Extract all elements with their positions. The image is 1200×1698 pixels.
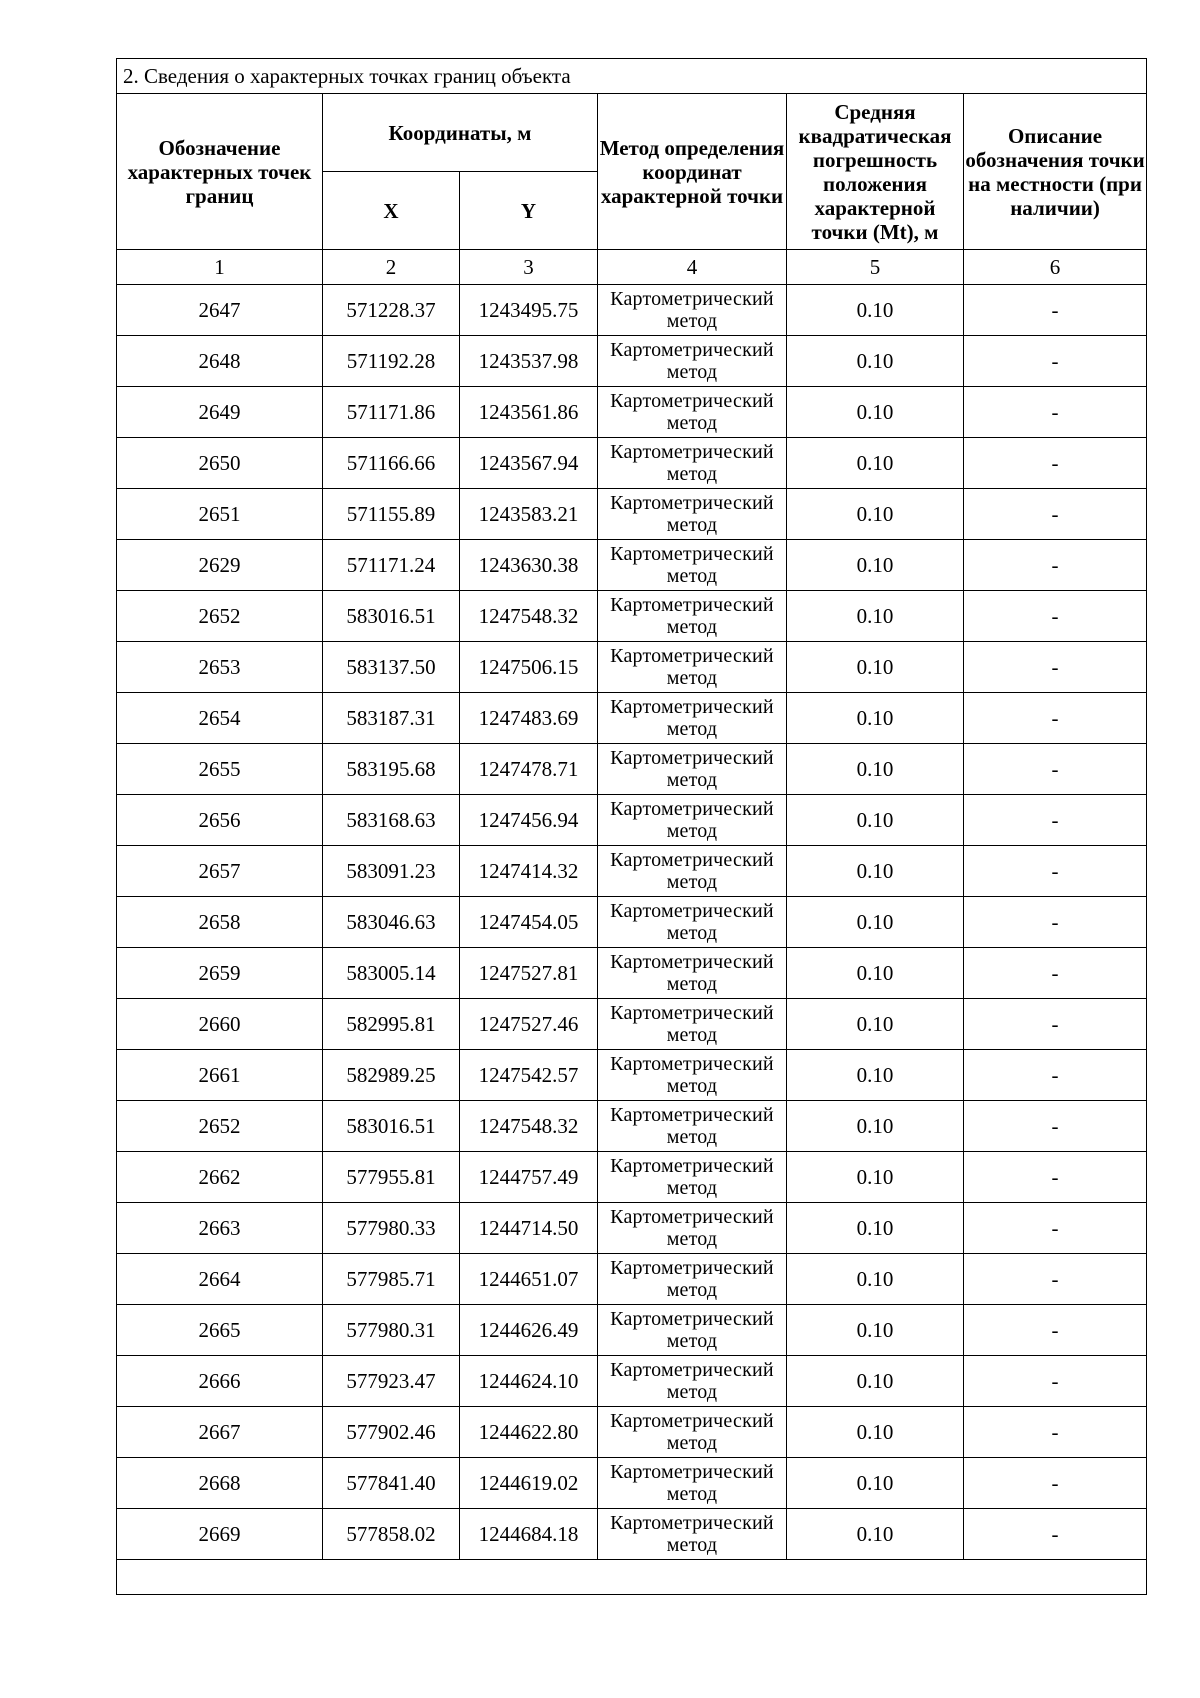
method-line-1: Картометрический	[610, 798, 774, 820]
y-cell: 1244626.49	[460, 1305, 598, 1356]
description-cell: -	[964, 1509, 1147, 1560]
description-cell: -	[964, 744, 1147, 795]
x-cell: 571166.66	[323, 438, 460, 489]
y-cell: 1247478.71	[460, 744, 598, 795]
mt-cell: 0.10	[787, 999, 964, 1050]
description-cell: -	[964, 846, 1147, 897]
method-cell	[598, 1152, 787, 1203]
x-cell: 583137.50	[323, 642, 460, 693]
description-cell: -	[964, 642, 1147, 693]
point-cell: 2653	[117, 642, 323, 693]
table-body	[117, 285, 1147, 1560]
x-cell: 583168.63	[323, 795, 460, 846]
method-cell	[598, 897, 787, 948]
table-row	[117, 1356, 1147, 1407]
mt-cell: 0.10	[787, 1305, 964, 1356]
column-number: 4	[598, 250, 787, 285]
point-cell: 2656	[117, 795, 323, 846]
method-cell	[598, 744, 787, 795]
mt-cell: 0.10	[787, 336, 964, 387]
description-cell: -	[964, 438, 1147, 489]
description-cell: -	[964, 1152, 1147, 1203]
mt-cell: 0.10	[787, 1050, 964, 1101]
y-cell: 1247548.32	[460, 591, 598, 642]
y-cell: 1244684.18	[460, 1509, 598, 1560]
point-cell: 2663	[117, 1203, 323, 1254]
y-cell: 1247542.57	[460, 1050, 598, 1101]
method-line-1: Картометрический	[610, 594, 774, 616]
description-cell: -	[964, 999, 1147, 1050]
y-cell: 1247456.94	[460, 795, 598, 846]
method-line-2: метод	[666, 1483, 718, 1505]
y-cell: 1244619.02	[460, 1458, 598, 1509]
empty-footer-cell	[117, 1560, 1147, 1595]
method-cell	[598, 591, 787, 642]
method-line-1: Картометрический	[610, 900, 774, 922]
x-cell: 583016.51	[323, 1101, 460, 1152]
x-cell: 583016.51	[323, 591, 460, 642]
y-cell: 1243567.94	[460, 438, 598, 489]
mt-cell: 0.10	[787, 285, 964, 336]
method-line-1: Картометрический	[610, 1359, 774, 1381]
method-line-2: метод	[666, 1534, 718, 1556]
method-cell	[598, 1509, 787, 1560]
method-line-2: метод	[666, 667, 718, 689]
method-line-2: метод	[666, 820, 718, 842]
description-cell: -	[964, 1254, 1147, 1305]
y-cell: 1243495.75	[460, 285, 598, 336]
method-line-2: метод	[666, 1228, 718, 1250]
y-cell: 1247454.05	[460, 897, 598, 948]
x-cell: 577841.40	[323, 1458, 460, 1509]
method-line-1: Картометрический	[610, 1104, 774, 1126]
mt-cell: 0.10	[787, 1101, 964, 1152]
method-cell	[598, 1407, 787, 1458]
point-cell: 2652	[117, 1101, 323, 1152]
mt-cell: 0.10	[787, 1152, 964, 1203]
y-cell: 1247414.32	[460, 846, 598, 897]
header-y: Y	[460, 172, 598, 250]
point-cell: 2667	[117, 1407, 323, 1458]
method-cell	[598, 1305, 787, 1356]
mt-cell: 0.10	[787, 540, 964, 591]
x-cell: 583091.23	[323, 846, 460, 897]
y-cell: 1243561.86	[460, 387, 598, 438]
description-cell: -	[964, 387, 1147, 438]
method-line-1: Картометрический	[610, 1410, 774, 1432]
y-cell: 1244624.10	[460, 1356, 598, 1407]
description-cell: -	[964, 693, 1147, 744]
method-line-2: метод	[666, 412, 718, 434]
header-description: Описание обозначения точки на местности (при наличии)	[964, 94, 1147, 250]
mt-cell: 0.10	[787, 1407, 964, 1458]
y-cell: 1247548.32	[460, 1101, 598, 1152]
x-cell: 577980.33	[323, 1203, 460, 1254]
method-cell	[598, 438, 787, 489]
point-cell: 2657	[117, 846, 323, 897]
x-cell: 582989.25	[323, 1050, 460, 1101]
description-cell: -	[964, 591, 1147, 642]
x-cell: 583187.31	[323, 693, 460, 744]
method-cell	[598, 1458, 787, 1509]
table-row	[117, 1101, 1147, 1152]
method-line-2: метод	[666, 1075, 718, 1097]
table-row	[117, 1305, 1147, 1356]
method-line-1: Картометрический	[610, 390, 774, 412]
table-row	[117, 489, 1147, 540]
x-cell: 571171.86	[323, 387, 460, 438]
column-number: 6	[964, 250, 1147, 285]
description-cell: -	[964, 948, 1147, 999]
method-line-1: Картометрический	[610, 1461, 774, 1483]
x-cell: 583005.14	[323, 948, 460, 999]
mt-cell: 0.10	[787, 387, 964, 438]
mt-cell: 0.10	[787, 795, 964, 846]
column-number: 2	[323, 250, 460, 285]
y-cell: 1247506.15	[460, 642, 598, 693]
mt-cell: 0.10	[787, 591, 964, 642]
table-row	[117, 846, 1147, 897]
description-cell: -	[964, 1458, 1147, 1509]
point-cell: 2658	[117, 897, 323, 948]
method-line-1: Картометрический	[610, 1308, 774, 1330]
method-line-1: Картометрический	[610, 747, 774, 769]
header-method: Метод определения координат характерной точки	[598, 94, 787, 250]
description-cell: -	[964, 285, 1147, 336]
description-cell: -	[964, 336, 1147, 387]
x-cell: 577902.46	[323, 1407, 460, 1458]
method-line-2: метод	[666, 1432, 718, 1454]
point-cell: 2650	[117, 438, 323, 489]
y-cell: 1243537.98	[460, 336, 598, 387]
method-cell	[598, 642, 787, 693]
table-row	[117, 387, 1147, 438]
x-cell: 577980.31	[323, 1305, 460, 1356]
method-cell	[598, 846, 787, 897]
table-caption: 2. Сведения о характерных точках границ объекта	[117, 59, 1147, 94]
method-cell	[598, 999, 787, 1050]
method-line-2: метод	[666, 1330, 718, 1352]
point-cell: 2655	[117, 744, 323, 795]
point-cell: 2662	[117, 1152, 323, 1203]
mt-cell: 0.10	[787, 1254, 964, 1305]
point-cell: 2652	[117, 591, 323, 642]
table-row	[117, 540, 1147, 591]
method-line-1: Картометрический	[610, 1512, 774, 1534]
method-line-2: метод	[666, 1126, 718, 1148]
method-cell	[598, 1203, 787, 1254]
point-cell: 2660	[117, 999, 323, 1050]
x-cell: 577985.71	[323, 1254, 460, 1305]
method-line-1: Картометрический	[610, 492, 774, 514]
method-line-2: метод	[666, 718, 718, 740]
mt-cell: 0.10	[787, 1509, 964, 1560]
method-cell	[598, 1050, 787, 1101]
method-line-1: Картометрический	[610, 645, 774, 667]
x-cell: 583046.63	[323, 897, 460, 948]
y-cell: 1247527.46	[460, 999, 598, 1050]
table-row	[117, 693, 1147, 744]
point-cell: 2629	[117, 540, 323, 591]
method-line-2: метод	[666, 1381, 718, 1403]
method-line-1: Картометрический	[610, 1206, 774, 1228]
point-cell: 2647	[117, 285, 323, 336]
header-x: X	[323, 172, 460, 250]
description-cell: -	[964, 1050, 1147, 1101]
table-row	[117, 1152, 1147, 1203]
method-line-2: метод	[666, 310, 718, 332]
description-cell: -	[964, 1305, 1147, 1356]
mt-cell: 0.10	[787, 438, 964, 489]
description-cell: -	[964, 897, 1147, 948]
method-line-2: метод	[666, 871, 718, 893]
table-row	[117, 642, 1147, 693]
mt-cell: 0.10	[787, 897, 964, 948]
method-line-2: метод	[666, 565, 718, 587]
x-cell: 571192.28	[323, 336, 460, 387]
table-row	[117, 336, 1147, 387]
header-designation: Обозначение характерных точек границ	[117, 94, 323, 250]
method-line-2: метод	[666, 361, 718, 383]
mt-cell: 0.10	[787, 693, 964, 744]
mt-cell: 0.10	[787, 489, 964, 540]
point-cell: 2654	[117, 693, 323, 744]
y-cell: 1244757.49	[460, 1152, 598, 1203]
mt-cell: 0.10	[787, 948, 964, 999]
x-cell: 577858.02	[323, 1509, 460, 1560]
y-cell: 1247483.69	[460, 693, 598, 744]
method-line-1: Картометрический	[610, 951, 774, 973]
y-cell: 1243630.38	[460, 540, 598, 591]
point-cell: 2649	[117, 387, 323, 438]
method-cell	[598, 795, 787, 846]
method-line-1: Картометрический	[610, 543, 774, 565]
method-line-2: метод	[666, 1024, 718, 1046]
method-line-2: метод	[666, 616, 718, 638]
x-cell: 582995.81	[323, 999, 460, 1050]
method-cell	[598, 948, 787, 999]
x-cell: 583195.68	[323, 744, 460, 795]
description-cell: -	[964, 1101, 1147, 1152]
table-row	[117, 591, 1147, 642]
method-line-1: Картометрический	[610, 288, 774, 310]
method-cell	[598, 1356, 787, 1407]
mt-cell: 0.10	[787, 642, 964, 693]
point-cell: 2666	[117, 1356, 323, 1407]
method-cell	[598, 693, 787, 744]
point-cell: 2648	[117, 336, 323, 387]
point-cell: 2669	[117, 1509, 323, 1560]
y-cell: 1243583.21	[460, 489, 598, 540]
description-cell: -	[964, 489, 1147, 540]
table-row	[117, 744, 1147, 795]
method-line-2: метод	[666, 514, 718, 536]
x-cell: 577955.81	[323, 1152, 460, 1203]
y-cell: 1244622.80	[460, 1407, 598, 1458]
table-row	[117, 1050, 1147, 1101]
table-row	[117, 1254, 1147, 1305]
mt-cell: 0.10	[787, 846, 964, 897]
table-row	[117, 1407, 1147, 1458]
empty-footer-row	[117, 1560, 1147, 1595]
method-line-1: Картометрический	[610, 1257, 774, 1279]
mt-cell: 0.10	[787, 1356, 964, 1407]
method-line-1: Картометрический	[610, 849, 774, 871]
method-line-1: Картометрический	[610, 696, 774, 718]
method-line-1: Картометрический	[610, 1053, 774, 1075]
boundary-points-table	[116, 58, 1147, 1595]
method-line-2: метод	[666, 922, 718, 944]
x-cell: 577923.47	[323, 1356, 460, 1407]
mt-cell: 0.10	[787, 1203, 964, 1254]
method-line-1: Картометрический	[610, 339, 774, 361]
header-coordinates: Координаты, м	[323, 94, 598, 172]
method-cell	[598, 336, 787, 387]
point-cell: 2651	[117, 489, 323, 540]
mt-cell: 0.10	[787, 1458, 964, 1509]
table-row	[117, 1458, 1147, 1509]
column-numbers-row	[117, 250, 1147, 285]
description-cell: -	[964, 540, 1147, 591]
column-number: 1	[117, 250, 323, 285]
table-row	[117, 285, 1147, 336]
x-cell: 571228.37	[323, 285, 460, 336]
method-cell	[598, 1254, 787, 1305]
method-line-2: метод	[666, 1279, 718, 1301]
method-cell	[598, 1101, 787, 1152]
description-cell: -	[964, 1407, 1147, 1458]
description-cell: -	[964, 1356, 1147, 1407]
method-cell	[598, 540, 787, 591]
method-cell	[598, 285, 787, 336]
point-cell: 2664	[117, 1254, 323, 1305]
description-cell: -	[964, 1203, 1147, 1254]
column-number: 3	[460, 250, 598, 285]
header-error: Средняя квадратическая погрешность положения характерной точки (Mt), м	[787, 94, 964, 250]
y-cell: 1247527.81	[460, 948, 598, 999]
point-cell: 2661	[117, 1050, 323, 1101]
table-row	[117, 1509, 1147, 1560]
y-cell: 1244714.50	[460, 1203, 598, 1254]
point-cell: 2668	[117, 1458, 323, 1509]
method-line-1: Картометрический	[610, 1155, 774, 1177]
method-line-2: метод	[666, 1177, 718, 1199]
method-cell	[598, 489, 787, 540]
table-row	[117, 795, 1147, 846]
method-line-2: метод	[666, 769, 718, 791]
method-line-2: метод	[666, 463, 718, 485]
table-row	[117, 438, 1147, 489]
x-cell: 571171.24	[323, 540, 460, 591]
description-cell: -	[964, 795, 1147, 846]
table-row	[117, 948, 1147, 999]
method-line-1: Картометрический	[610, 1002, 774, 1024]
mt-cell: 0.10	[787, 744, 964, 795]
x-cell: 571155.89	[323, 489, 460, 540]
point-cell: 2665	[117, 1305, 323, 1356]
point-cell: 2659	[117, 948, 323, 999]
method-line-1: Картометрический	[610, 441, 774, 463]
method-cell	[598, 387, 787, 438]
table-row	[117, 897, 1147, 948]
table-row	[117, 1203, 1147, 1254]
table-row	[117, 999, 1147, 1050]
column-number: 5	[787, 250, 964, 285]
y-cell: 1244651.07	[460, 1254, 598, 1305]
method-line-2: метод	[666, 973, 718, 995]
